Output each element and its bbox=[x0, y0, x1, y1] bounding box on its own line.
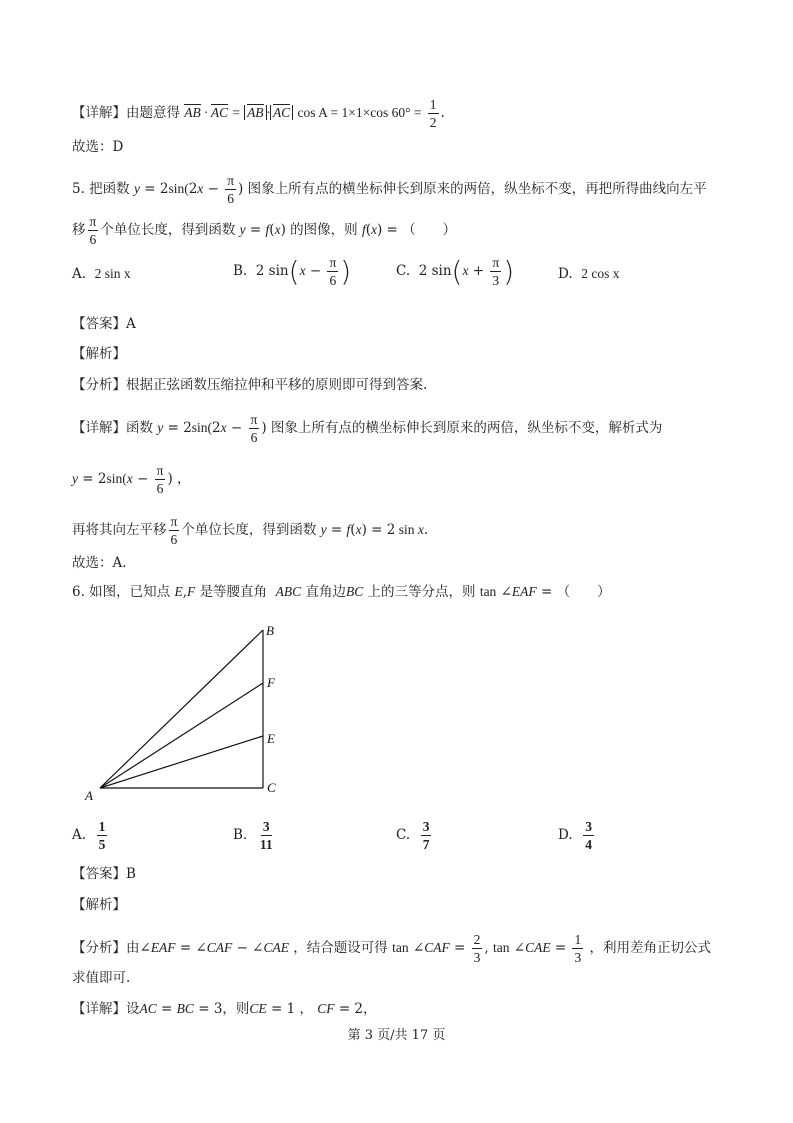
q6-fenxi-c: ，利用差角正切公式 bbox=[589, 940, 712, 956]
q6-answer: 【答案】B bbox=[72, 866, 136, 882]
q6-fenxi-a: 【分析】由 bbox=[72, 940, 140, 956]
option-b-num: 3 bbox=[262, 819, 270, 834]
q5-detail-b: 图象上所有点的横坐标伸长到原来的两倍，纵坐标不变，解析式为 bbox=[270, 420, 663, 436]
q5-shift-line: 再将其向左平移 $\frac{\pi}{6}$ 个单位长度，得到函数 y = f(x) = 2 sin x. bbox=[72, 514, 429, 547]
q5-shift-b: 个单位长度，得到函数 bbox=[181, 522, 317, 538]
q5-line2-a: 移 bbox=[72, 222, 86, 238]
q4-answer: 故选：D bbox=[72, 139, 124, 155]
option-letter: B. bbox=[233, 827, 248, 843]
q5-stem-line2: 移 $\frac{\pi}{6}$ 个单位长度，得到函数 y = f(x) 的图像，则 f(x) = （ ） bbox=[72, 214, 457, 247]
option-letter: A. bbox=[72, 827, 87, 843]
fraction-half: $\frac{1}{2}$ bbox=[429, 97, 437, 130]
segment-af bbox=[100, 683, 263, 788]
label-a: A bbox=[85, 788, 93, 803]
page-footer: 第 3 页/共 17 页 bbox=[347, 1028, 446, 1043]
q5-stem-mid: 图象上所有点的横坐标伸长到原来的两倍，纵坐标不变，再把所得曲线向左平 bbox=[247, 181, 707, 197]
q6-stem-b: 是等腰直角 bbox=[199, 584, 268, 600]
q5-shift-a: 再将其向左平移 bbox=[72, 522, 167, 538]
q6-fenxi-line2: 求值即可. bbox=[72, 970, 131, 986]
q5-option-a[interactable] bbox=[72, 266, 131, 282]
q5-analysis: 【解析】 bbox=[72, 346, 126, 362]
q6-detail-c: ， bbox=[363, 1001, 377, 1017]
q5-prefix: 5. 把函数 bbox=[72, 181, 130, 197]
q5-line2-c: 的图像，则 bbox=[290, 222, 358, 238]
label-b: B bbox=[266, 623, 274, 638]
q6-detail: 【详解】设AC = BC = 3，则CE = 1 ， CF = 2， bbox=[72, 1001, 377, 1017]
vector-ab: AB bbox=[184, 105, 201, 120]
option-d-num: 3 bbox=[585, 819, 592, 834]
q4-detail-line: 【详解】由题意得 AB · AC = AB · AC cos A = 1×1×cos 60° = $\frac{1}{2}$ . bbox=[72, 97, 445, 130]
vector-ac: AC bbox=[210, 105, 229, 120]
option-c-den: 7 bbox=[422, 837, 430, 852]
q6-fenxi-b: ，结合题设可得 bbox=[293, 940, 388, 956]
q6-analysis: 【解析】 bbox=[72, 897, 126, 913]
q6-stem-c: 直角边 bbox=[305, 584, 346, 600]
option-a-text: 2 sin x bbox=[94, 266, 131, 281]
q6-option-c[interactable] bbox=[396, 818, 433, 853]
option-letter: A. bbox=[72, 266, 87, 282]
detail-label: 【详解】 bbox=[72, 105, 126, 121]
q6-option-b[interactable] bbox=[233, 818, 277, 853]
dot-product-tail: cos A = 1×1×cos 60° = bbox=[297, 105, 422, 120]
option-letter: D. bbox=[558, 827, 573, 843]
q5-option-d[interactable] bbox=[558, 266, 619, 282]
q6-detail-a: 【详解】设 bbox=[72, 1001, 140, 1017]
option-c-num: 3 bbox=[422, 819, 430, 834]
option-a-den: 5 bbox=[98, 837, 106, 852]
option-letter: C. bbox=[396, 263, 411, 279]
q5-option-b[interactable]: B. 2 sin(x − $\frac{\pi}{6}$ ) bbox=[233, 255, 352, 288]
q6-stem-d: 上的三等分点，则 bbox=[367, 584, 476, 600]
q6-stem-a: 6. 如图，已知点 bbox=[72, 584, 171, 600]
label-f: F bbox=[267, 675, 275, 690]
label-c: C bbox=[267, 780, 276, 795]
option-letter: C. bbox=[396, 827, 411, 843]
q5-answer: 【答案】A bbox=[72, 316, 136, 332]
option-letter: B. bbox=[233, 263, 248, 279]
q5-detail-line1: 【详解】函数 y = 2sin(2x − $\frac{\pi}{6}$ ) 图象上所有点的横坐标伸长到原来的两倍，纵坐标不变，解析式为 bbox=[72, 412, 663, 445]
q6-stem-e: （ ） bbox=[556, 584, 611, 600]
option-d-text: 2 cos x bbox=[581, 266, 620, 281]
option-letter: D. bbox=[558, 266, 573, 282]
q6-fenxi-line1: 【分析】由∠EAF = ∠CAF − ∠CAE ，结合题设可得 tan ∠CAF = $\frac{2}{3}$ , tan ∠CAE = $\frac{1}{3}$ ，利用差角正切公式 bbox=[72, 932, 712, 965]
option-b-den: 11 bbox=[259, 837, 273, 852]
q6-option-a[interactable] bbox=[72, 818, 109, 853]
detail-text: 由题意得 bbox=[126, 105, 180, 121]
q6-detail-b: ，则 bbox=[222, 1001, 250, 1017]
q5-choose: 故选：A. bbox=[72, 555, 127, 571]
q6-option-d[interactable] bbox=[558, 818, 596, 853]
option-a-num: 1 bbox=[98, 819, 106, 834]
segment-ab bbox=[100, 630, 263, 788]
q5-option-c[interactable]: C. 2 sin(x + $\frac{\pi}{3}$ ) bbox=[396, 255, 515, 288]
q5-line2-b: 个单位长度，得到函数 bbox=[100, 222, 236, 238]
q5-line2-d: （ ） bbox=[402, 222, 457, 238]
label-e: E bbox=[267, 731, 275, 746]
segment-ae bbox=[100, 736, 263, 788]
q5-fenxi: 【分析】根据正弦函数压缩拉伸和平移的原则即可得到答案. bbox=[72, 377, 428, 393]
q5-detail-line2: y = 2sin(x − $\frac{\pi}{6}$ ) ， bbox=[72, 463, 191, 496]
triangle-figure bbox=[80, 620, 320, 820]
q6-stem: 6. 如图，已知点 E,F 是等腰直角 ABC 直角边BC 上的三等分点，则 tan ∠EAF = （ ） bbox=[72, 584, 611, 600]
option-d-den: 4 bbox=[585, 837, 592, 852]
q5-detail-a: 【详解】函数 bbox=[72, 420, 153, 436]
q5-stem-line1: 5. 把函数 y = 2sin(2x − $\frac{\pi}{6}$ ) 图象上所有点的横坐标伸长到原来的两倍，纵坐标不变，再把所得曲线向左平 bbox=[72, 173, 707, 206]
